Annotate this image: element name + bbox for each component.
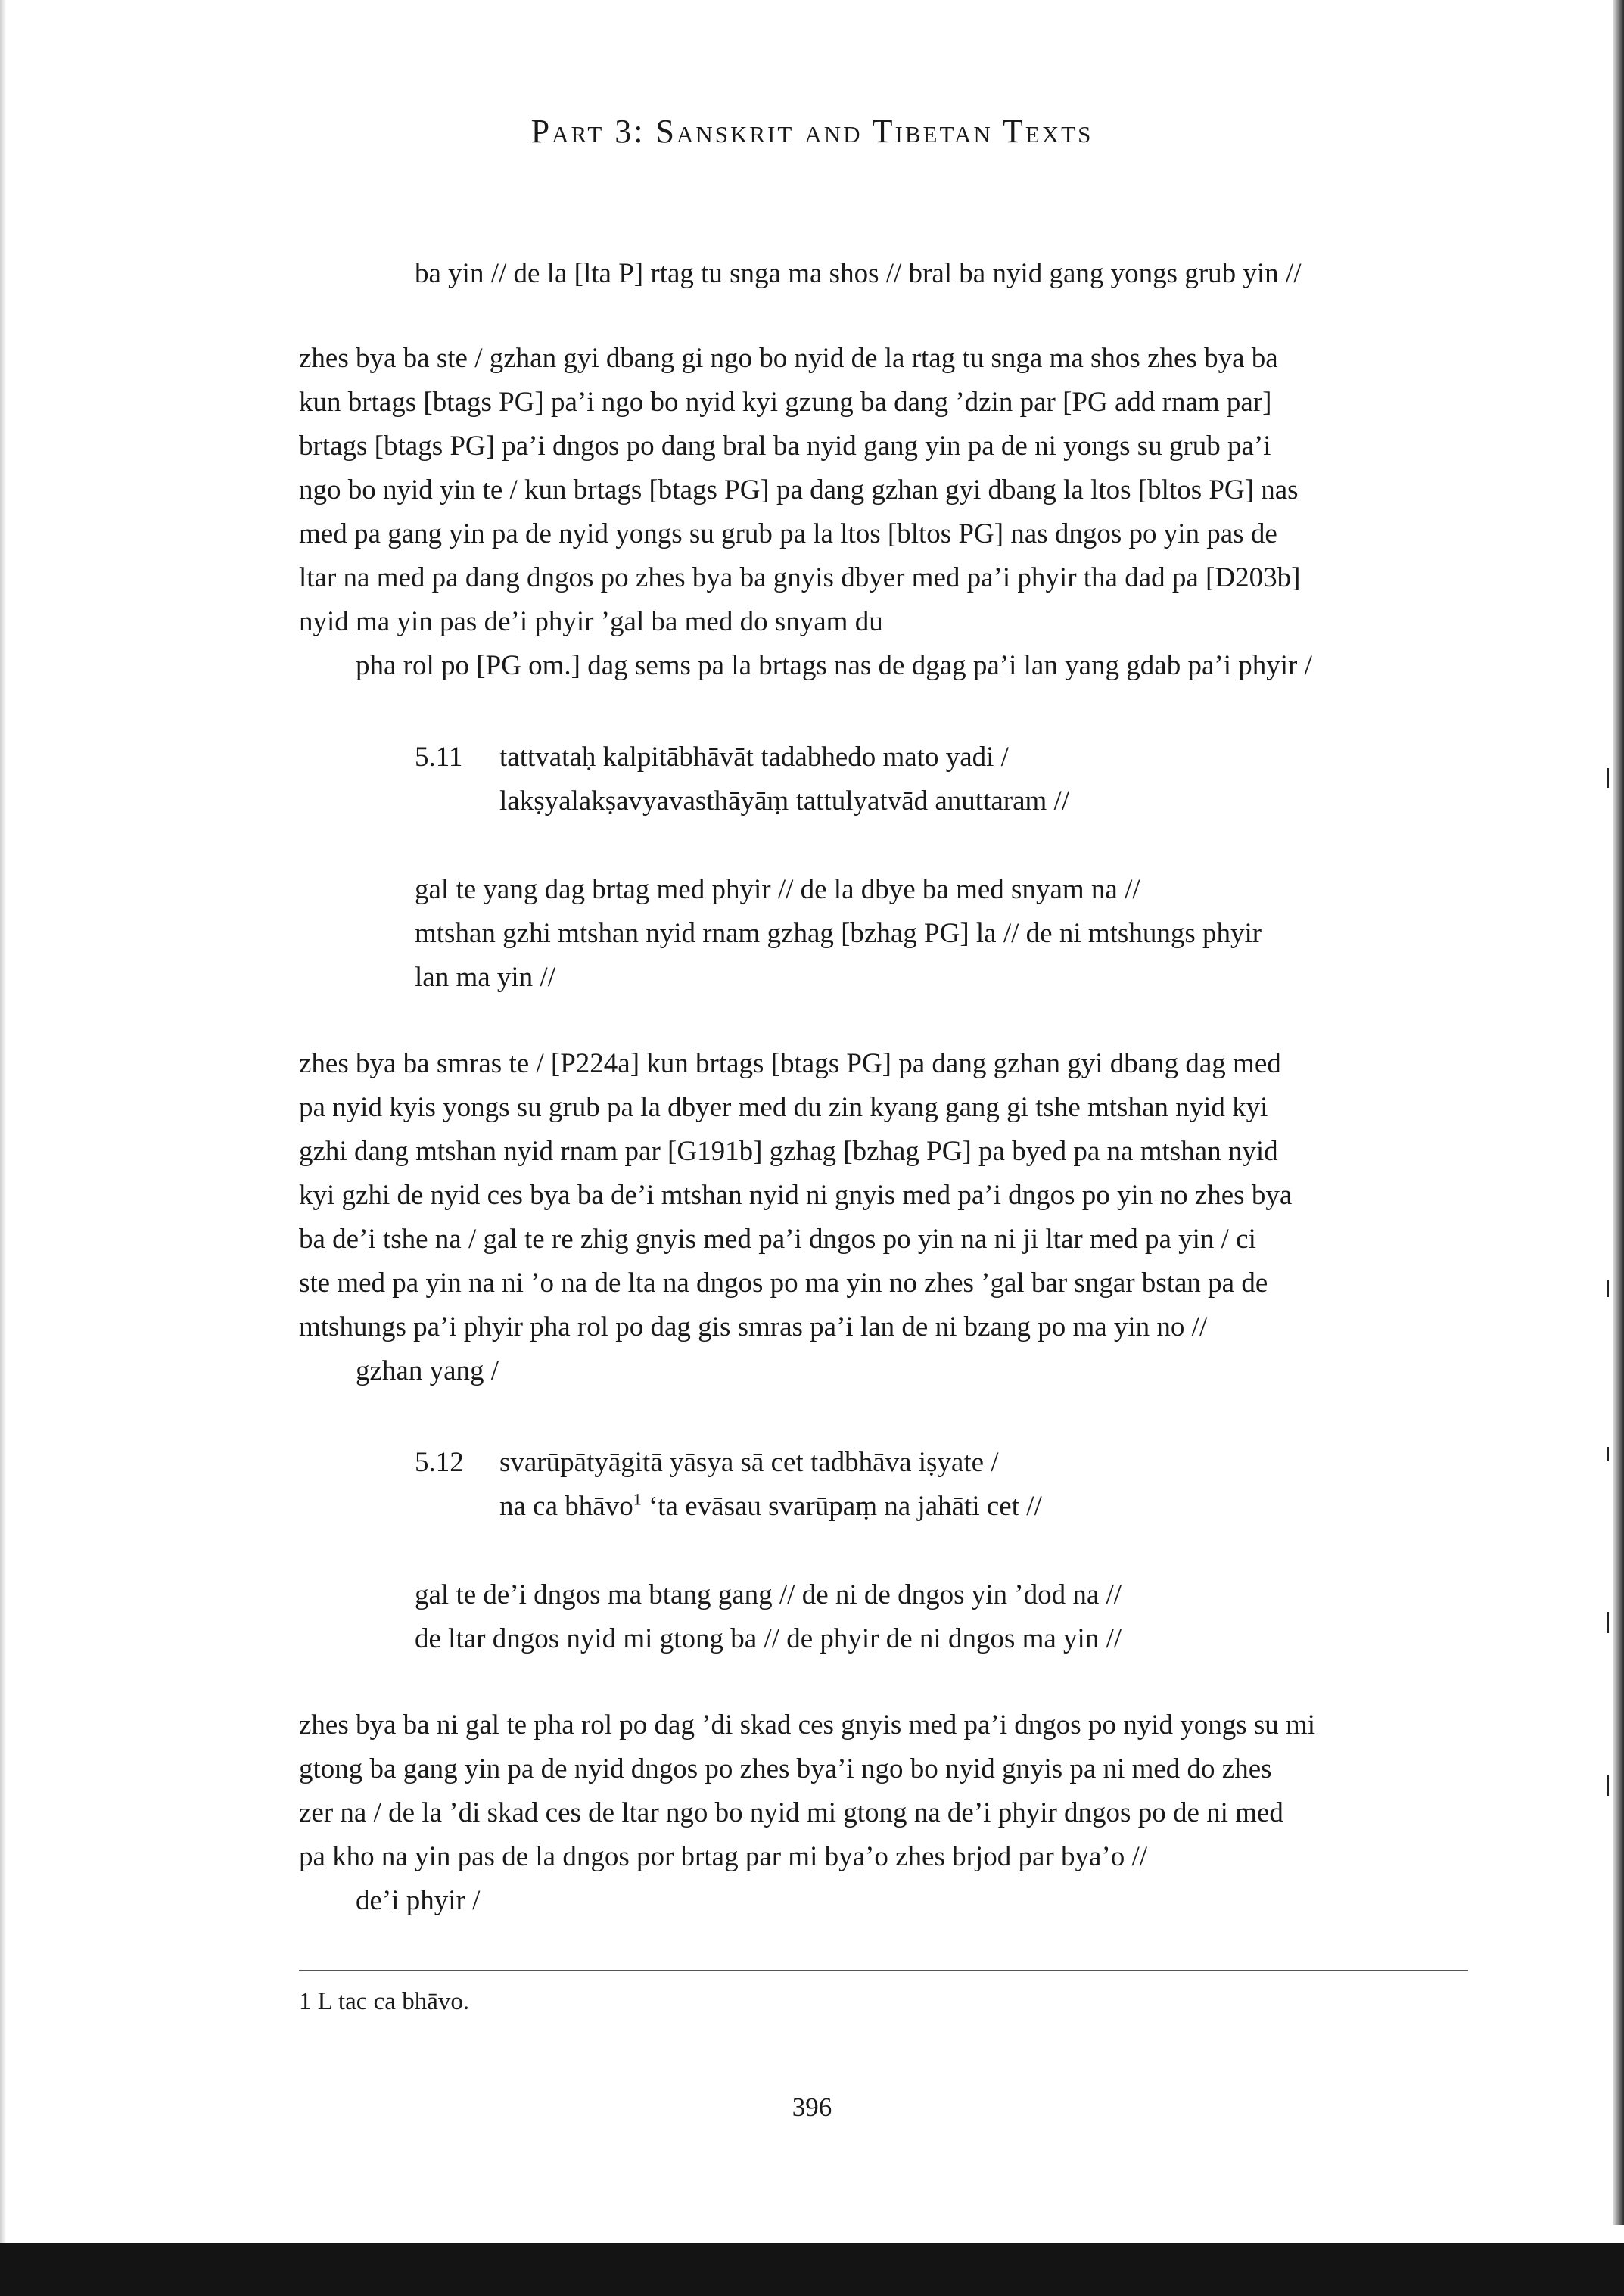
verse-number: 5.12 [415,1447,464,1478]
verse-line [415,1485,1042,1529]
text-line: brtags [btags PG] pa’i dngos po dang bral ba nyid gang yin pa de ni yongs su grub pa’i [299,431,1271,462]
text-line: de ltar dngos nyid mi gtong ba // de phyir de ni dngos ma yin // [415,1623,1122,1654]
margin-mark [1607,1280,1609,1297]
footnote-marker: 1 [633,1489,642,1509]
margin-mark [1607,1612,1609,1633]
verse-line: lakṣyalakṣavyavasthāyāṃ tattulyatvād anuttaram // [499,786,1070,817]
text-line: zhes bya ba ste / gzhan gyi dbang gi ngo bo nyid de la rtag tu snga ma shos zhes bya ba [299,343,1278,374]
scan-edge-bottom [0,2243,1624,2296]
paragraph-2 [299,1042,1468,1349]
verse-text: ‘ta evāsau svarūpaṃ na jahāti cet // [641,1491,1042,1522]
text-line: ltar na med pa dang dngos po zhes bya ba gnyis dbyer med pa’i phyir tha dad pa [D203b] [299,562,1301,593]
paragraph-1 [299,337,1468,644]
page-number: 396 [792,2092,832,2122]
text-line: pa kho na yin pas de la dngos por brtag par mi bya’o zhes brjod par bya’o // [299,1841,1148,1872]
scan-edge-left [0,0,6,2296]
verse-line: tattvataḥ kalpitābhāvāt tadabhedo mato yadi / [499,742,1009,773]
tibetan-verse-5-12 [415,1573,1122,1661]
text-line: ba de’i tshe na / gal te re zhig gnyis med pa’i dngos po yin na ni ji ltar med pa yin / ci [299,1224,1256,1255]
text-line: zhes bya ba smras te / [P224a] kun brtags [btags PG] pa dang gzhan gyi dbang dag med [299,1048,1281,1079]
text-line: ste med pa yin na ni ’o na de lta na dngos po ma yin no zhes ’gal bar sngar bstan pa de [299,1268,1268,1299]
margin-mark [1607,1447,1609,1461]
text-line: med pa gang yin pa de nyid yongs su grub pa la ltos [bltos PG] nas dngos po yin pas de [299,518,1277,549]
footnote-rule [299,1970,1468,1971]
verse-text: na ca bhāvo [499,1491,633,1522]
running-header: Part 3: Sanskrit and Tibetan Texts [530,113,1094,150]
text-line: pa nyid kyis yongs su grub pa la dbyer med du zin kyang gang gi tshe mtshan nyid kyi [299,1092,1268,1123]
text-line: gal te de’i dngos ma btang gang // de ni de dngos yin ’dod na // [415,1579,1122,1610]
margin-mark [1607,1775,1609,1796]
text-line: zer na / de la ’di skad ces de ltar ngo bo nyid mi gtong na de’i phyir dngos po de ni med [299,1797,1283,1828]
margin-mark [1607,768,1609,788]
verse-number: 5.11 [415,742,463,773]
text-line: mtshan gzhi mtshan nyid rnam gzhag [bzhag PG] la // de ni mtshungs phyir [415,918,1262,949]
paragraph-3 [299,1703,1468,1879]
text-line: gal te yang dag brtag med phyir // de la dbye ba med snyam na // [415,874,1140,905]
footnote: 1 L tac ca bhāvo. [299,1988,470,2015]
paragraph-2-continuation: gzhan yang / [356,1355,499,1386]
intro-verse [415,252,1301,296]
sanskrit-verse-5-11 [415,736,1069,823]
sanskrit-verse-5-12 [415,1441,1042,1529]
text-line: zhes bya ba ni gal te pha rol po dag ’di skad ces gnyis med pa’i dngos po nyid yongs su mi [299,1710,1316,1741]
text-line: lan ma yin // [415,962,555,993]
text-line: kun brtags [btags PG] pa’i ngo bo nyid kyi gzung ba dang ’dzin par [PG add rnam par] [299,387,1272,418]
text-line: nyid ma yin pas de’i phyir ’gal ba med do snyam du [299,606,883,637]
paragraph-3-continuation: de’i phyir / [356,1885,481,1916]
text-line: gzhi dang mtshan nyid rnam par [G191b] gzhag [bzhag PG] pa byed pa na mtshan nyid [299,1136,1278,1167]
text-line: gtong ba gang yin pa de nyid dngos po zhes bya’i ngo bo nyid gnyis pa ni med do zhes [299,1753,1272,1784]
tibetan-verse-5-11 [415,868,1262,1000]
scan-edge-right [1613,0,1624,2225]
text-line: kyi gzhi de nyid ces bya ba de’i mtshan nyid ni gnyis med pa’i dngos po yin no zhes bya [299,1180,1293,1211]
text-line: mtshungs pa’i phyir pha rol po dag gis smras pa’i lan de ni bzang po ma yin no // [299,1311,1208,1342]
paragraph-1-continuation: pha rol po [PG om.] dag sems pa la brtags nas de dgag pa’i lan yang gdab pa’i phyir / [356,650,1312,681]
text-line: ngo bo nyid yin te / kun brtags [btags PG] pa dang gzhan gyi dbang la ltos [bltos PG] nas [299,474,1299,506]
verse-line: svarūpātyāgitā yāsya sā cet tadbhāva iṣyate / [499,1447,999,1478]
text-line: ba yin // de la [lta P] rtag tu snga ma shos // bral ba nyid gang yongs grub yin // [415,258,1302,289]
